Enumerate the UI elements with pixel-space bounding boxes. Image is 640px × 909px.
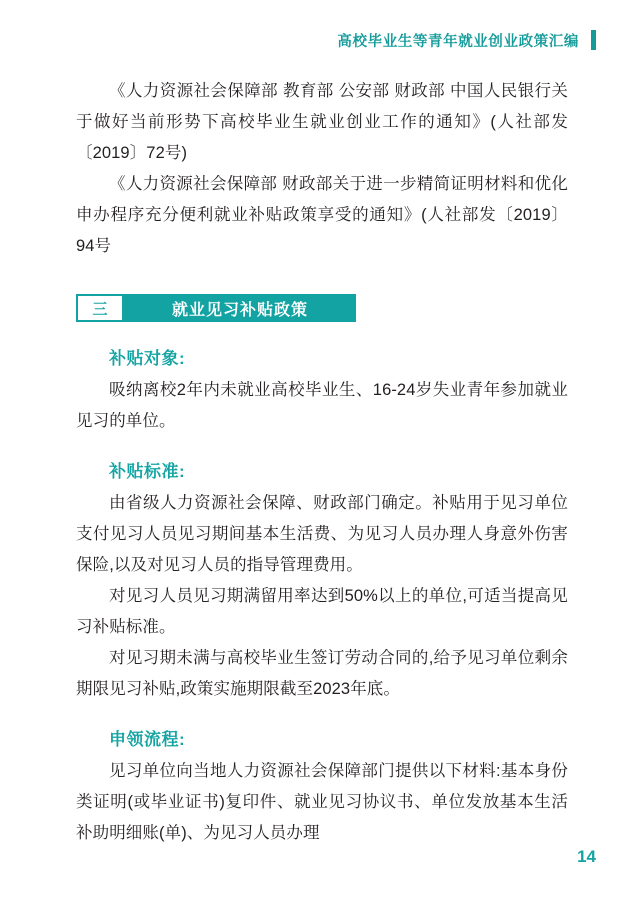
paragraph-intro-2: 《人力资源社会保障部 财政部关于进一步精简证明材料和优化申办程序充分便利就业补贴政策享受的通知》(人社部发〔2019〕94号 xyxy=(76,175,568,255)
page-number: 14 xyxy=(577,847,596,866)
header-accent-bar xyxy=(591,30,596,50)
paragraph-standard-3: 对见习期未满与高校毕业生签订劳动合同的,给予见习单位剩余期限见习补贴,政策实施期限截至2023年底。 xyxy=(76,649,568,698)
page-content xyxy=(76,76,568,849)
running-header xyxy=(0,26,640,54)
paragraph-standard-2: 对见习人员见习期满留用率达到50%以上的单位,可适当提高见习补贴标准。 xyxy=(76,587,568,636)
content-block-application-process xyxy=(76,725,568,849)
section-number: 三 xyxy=(76,294,124,322)
section-heading xyxy=(76,294,356,322)
paragraph-intro-1: 《人力资源社会保障部 教育部 公安部 财政部 中国人民银行关于做好当前形势下高校毕业生就业创业工作的通知》(人社部发〔2019〕72号) xyxy=(76,82,568,162)
paragraph-target-1: 吸纳离校2年内未就业高校毕业生、16-24岁失业青年参加就业见习的单位。 xyxy=(76,381,568,430)
paragraph-standard-1: 由省级人力资源社会保障、财政部门确定。补贴用于见习单位支付见习人员见习期间基本生活费、为见习人员办理人身意外伤害保险,以及对见习人员的指导管理费用。 xyxy=(76,494,568,574)
content-block-subsidy-target xyxy=(76,344,568,437)
subheading-application-process: 申领流程: xyxy=(109,730,186,749)
content-block-subsidy-standard xyxy=(76,457,568,705)
paragraph-process-1: 见习单位向当地人力资源社会保障部门提供以下材料:基本身份类证明(或毕业证书)复印件、就业见习协议书、单位发放基本生活补助明细账(单)、为见习人员办理 xyxy=(76,762,568,842)
section-title: 就业见习补贴政策 xyxy=(124,294,356,322)
subheading-subsidy-standard: 补贴标准: xyxy=(109,462,186,481)
header-title: 高校毕业生等青年就业创业政策汇编 xyxy=(337,33,579,50)
subheading-subsidy-target: 补贴对象: xyxy=(109,349,186,368)
